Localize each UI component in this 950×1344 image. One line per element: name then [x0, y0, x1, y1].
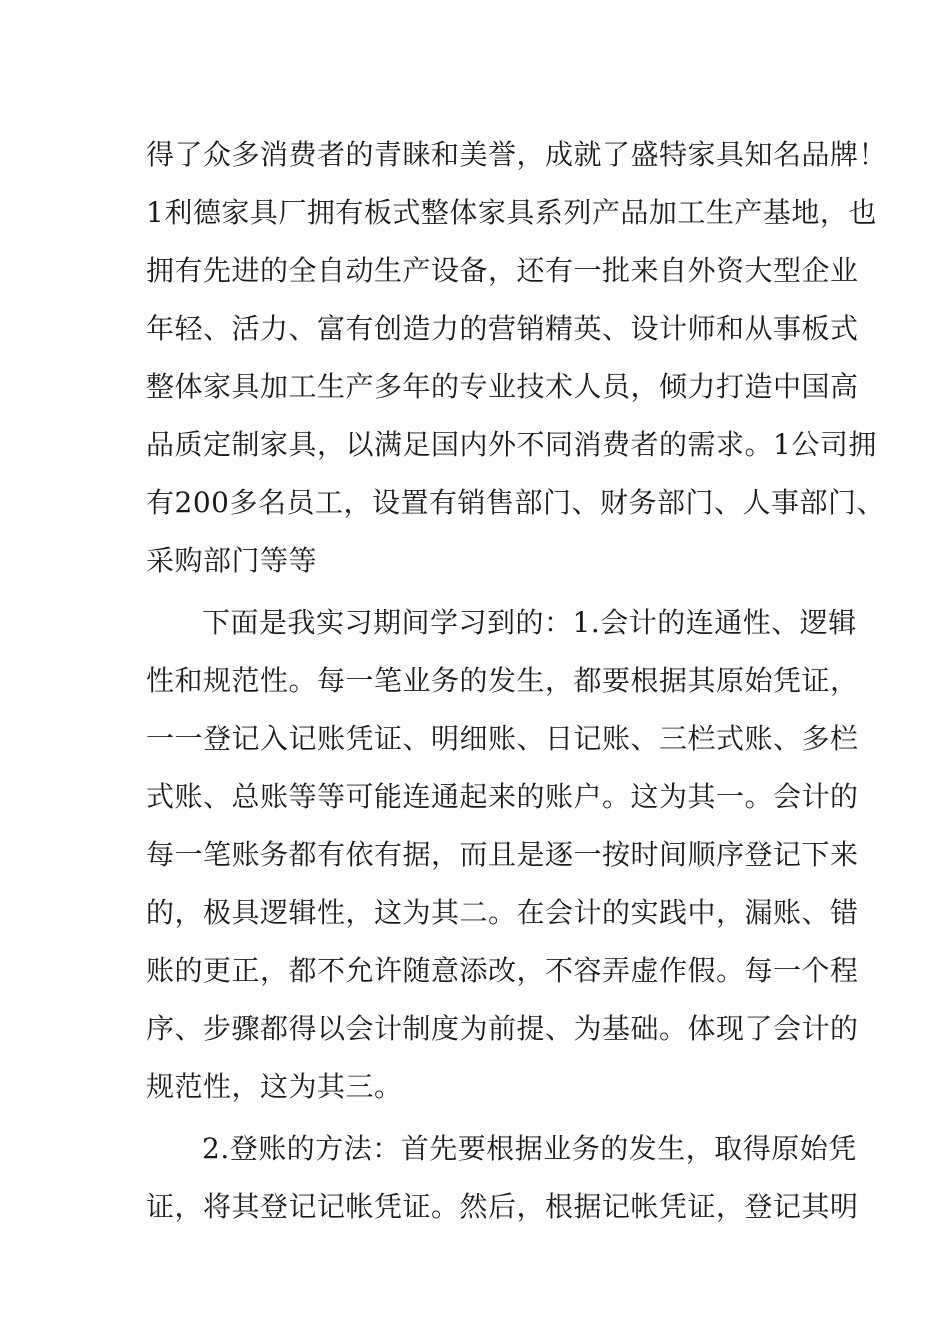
- text-line: 年轻、活力、富有创造力的营销精英、设计师和从事板式: [146, 312, 859, 345]
- text-line-first: 下面是我实习期间学习到的：1.会计的连通性、逻辑: [202, 606, 857, 639]
- paragraph-bookkeeping-method: [146, 1124, 859, 1240]
- text-line: 采购部门等等: [146, 544, 318, 577]
- text-line: 序、步骤都得以会计制度为前提、为基础。体现了会计的: [146, 1012, 859, 1045]
- text-line: 整体家具加工生产多年的专业技术人员，倾力打造中国高: [146, 370, 859, 403]
- paragraph-company-intro: [146, 130, 888, 594]
- text-line: 的，极具逻辑性，这为其二。在会计的实践中，漏账、错: [146, 896, 859, 929]
- text-line: 一一登记入记账凭证、明细账、日记账、三栏式账、多栏: [146, 722, 859, 755]
- text-line: 式账、总账等等可能连通起来的账户。这为其一。会计的: [146, 780, 859, 813]
- text-line-first: 2.登账的方法：首先要根据业务的发生，取得原始凭: [202, 1132, 857, 1165]
- text-line: 证，将其登记记帐凭证。然后，根据记帐凭证，登记其明: [146, 1190, 859, 1223]
- text-line: 账的更正，都不允许随意添改，不容弄虚作假。每一个程: [146, 954, 859, 987]
- text-line: 品质定制家具，以满足国内外不同消费者的需求。1公司拥: [146, 428, 877, 461]
- text-line: 1利德家具厂拥有板式整体家具系列产品加工生产基地，也: [146, 196, 877, 229]
- text-line: 拥有先进的全自动生产设备，还有一批来自外资大型企业: [146, 254, 859, 287]
- paragraph-accounting-learning: [146, 598, 859, 1120]
- text-line: 得了众多消费者的青睐和美誉，成就了盛特家具知名品牌！: [146, 138, 888, 171]
- document-body: [146, 130, 888, 1240]
- text-line: 有200多名员工，设置有销售部门、财务部门、人事部门、: [146, 486, 885, 519]
- text-line: 每一笔账务都有依有据，而且是逐一按时间顺序登记下来: [146, 838, 859, 871]
- text-line: 性和规范性。每一笔业务的发生，都要根据其原始凭证，: [146, 664, 859, 697]
- text-line: 规范性，这为其三。: [146, 1070, 403, 1103]
